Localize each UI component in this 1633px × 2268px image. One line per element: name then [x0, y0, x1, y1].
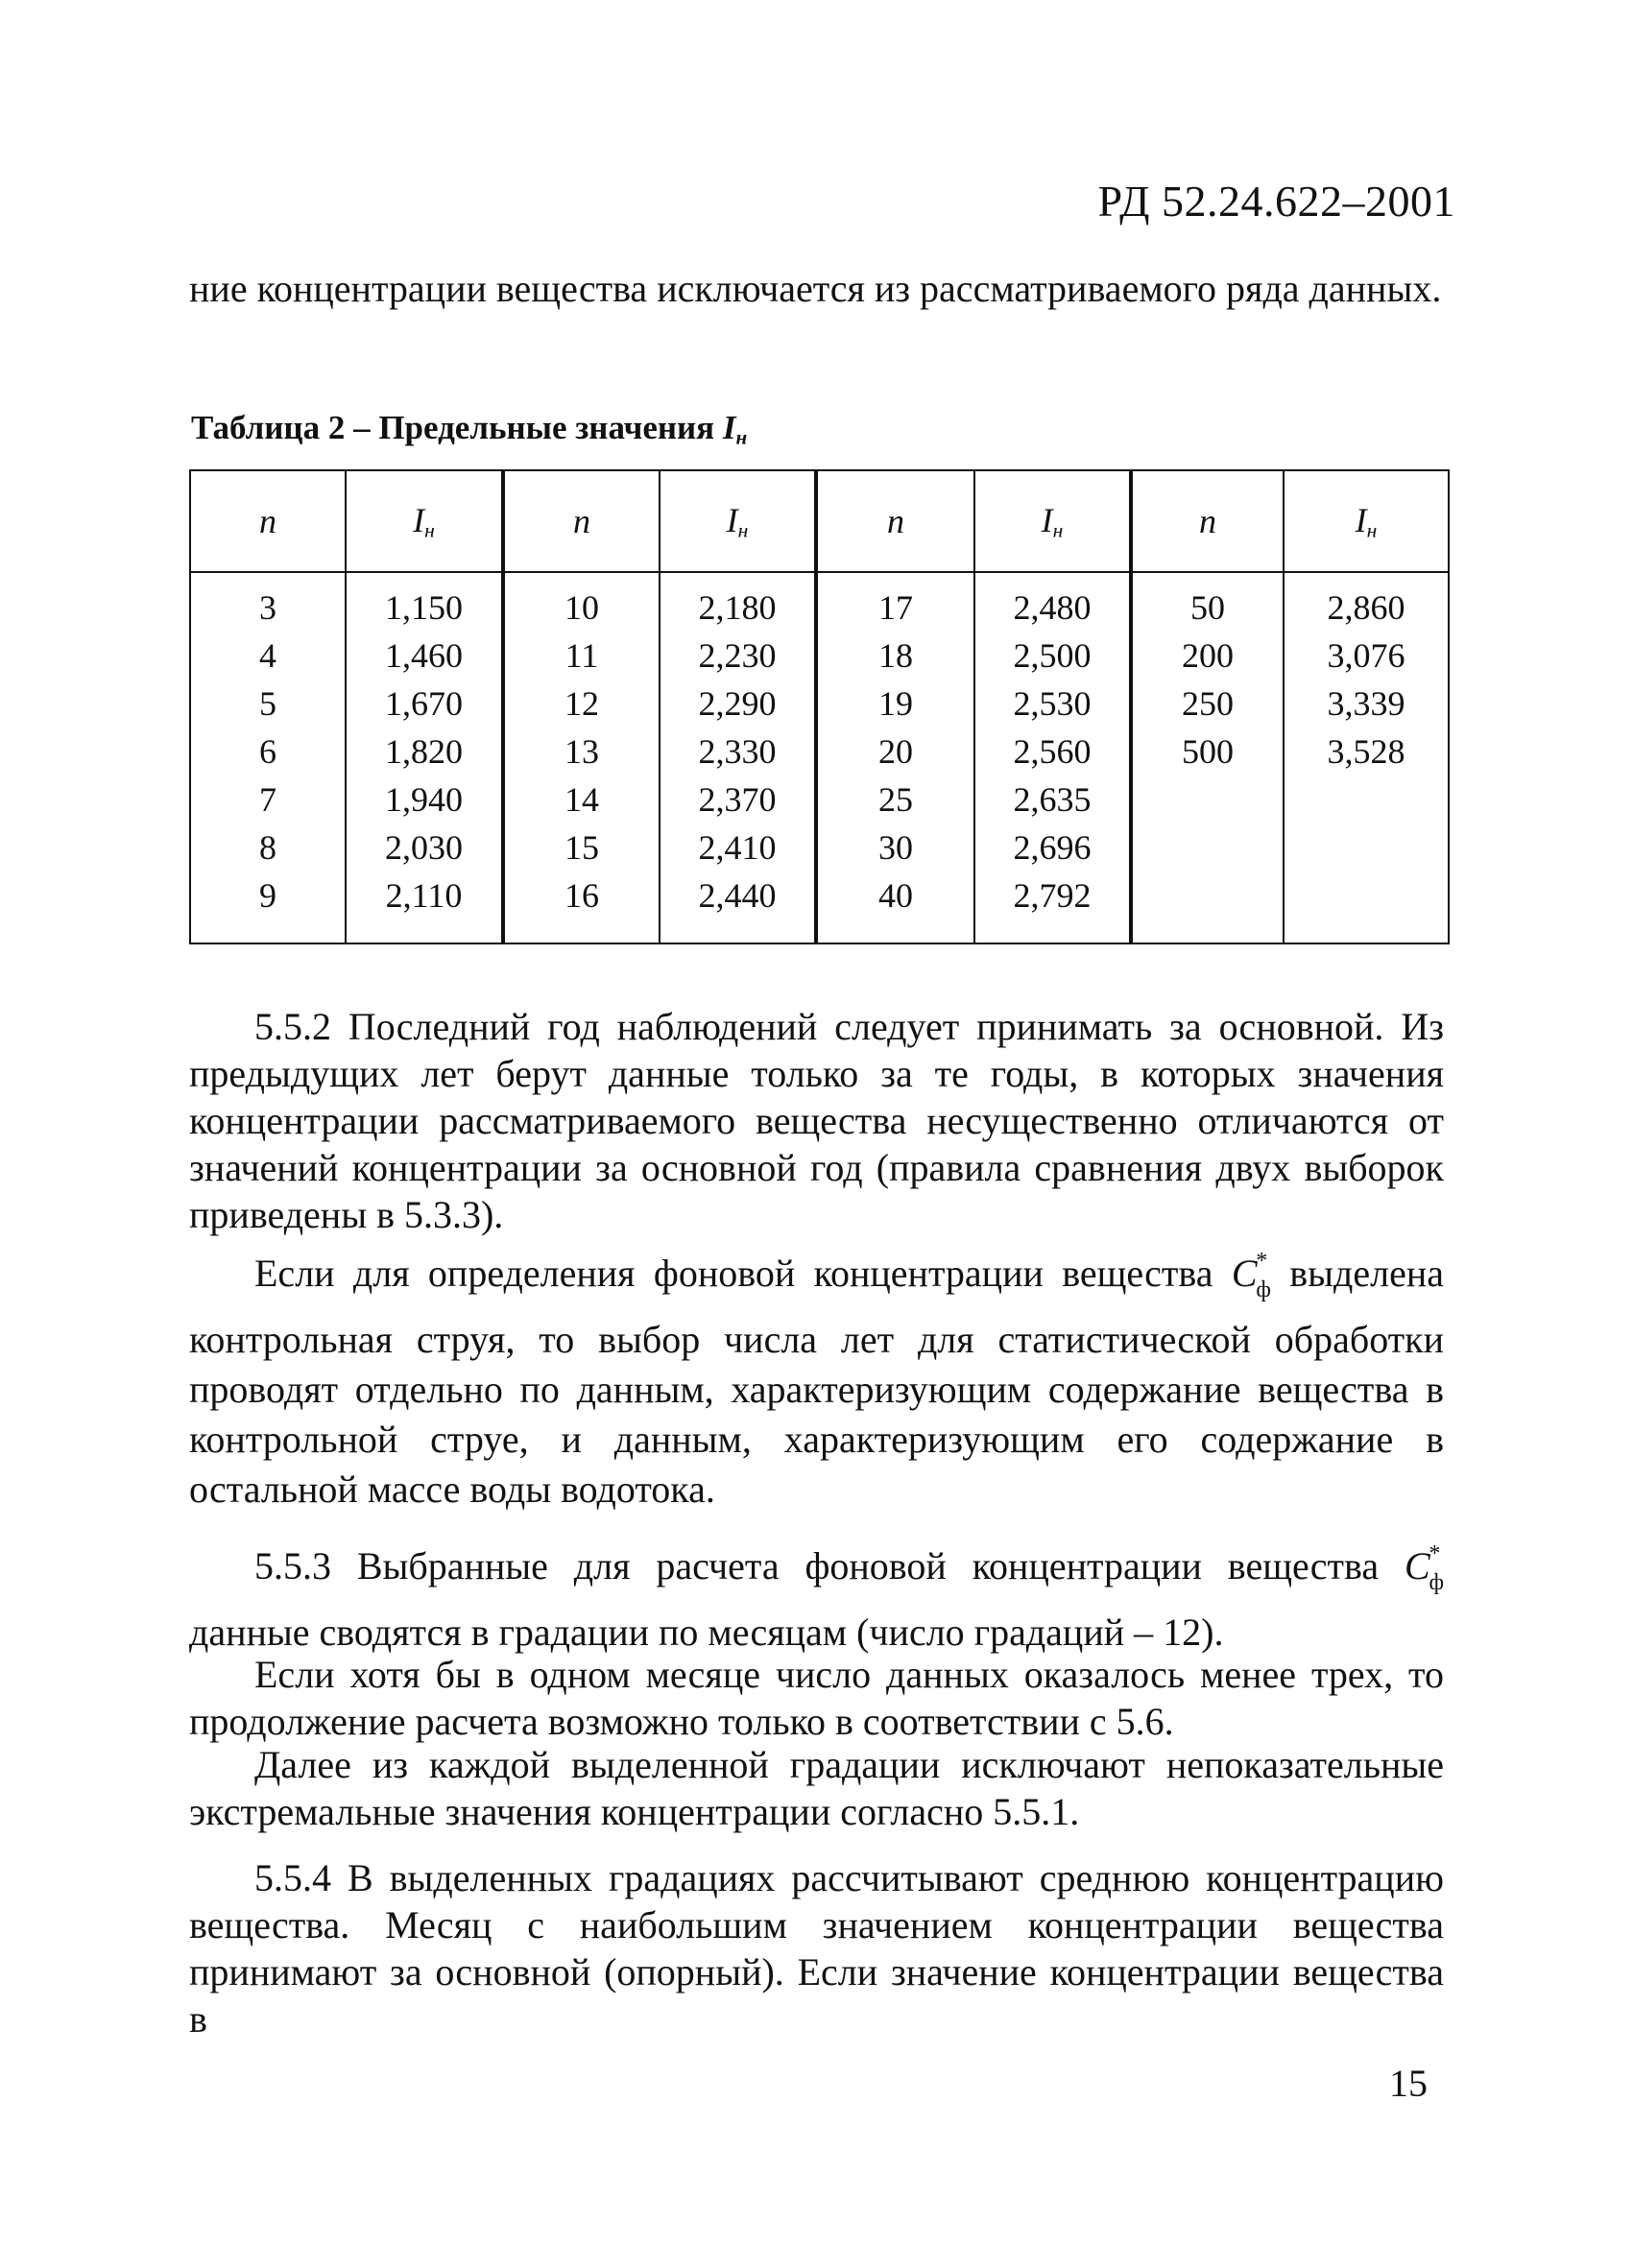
n-cell: 11 [503, 632, 660, 680]
intro-paragraph: ние концентрации вещества исключается из рассматриваемого ряда данных. [189, 267, 1442, 310]
i-cell: 2,110 [346, 871, 503, 943]
i-cell: 1,670 [346, 680, 503, 728]
n-cell: 10 [503, 572, 660, 632]
header-i: $I_н$ [1284, 470, 1449, 572]
paragraph-5-5-3: 5.5.3 Выбранные для расчета фоновой концентрации вещества $C^*_ф$ данные сводятся в градации по месяцам (число градаций – 12). [189, 1541, 1445, 1654]
i-cell: 1,940 [346, 776, 503, 824]
n-cell: 6 [190, 728, 346, 776]
i-cell: 2,330 [660, 728, 816, 776]
n-cell: 17 [816, 572, 974, 632]
n-cell: 14 [503, 776, 660, 824]
symbol-c-background: $C^*_ф$ [1404, 1541, 1445, 1595]
i-cell: 2,410 [660, 824, 816, 871]
i-cell: 2,635 [974, 776, 1131, 824]
header-i: $I_н$ [974, 470, 1131, 572]
n-cell: 8 [190, 824, 346, 871]
i-cell: 2,290 [660, 680, 816, 728]
n-cell: 3 [190, 572, 346, 632]
paragraph-5-5-2: 5.5.2 Последний год наблюдений следует принимать за основной. Из предыдущих лет берут данные только за те годы, в которых значения концентрации рассматриваемого вещества несущественно отличаются от значений концентрации за основной год (правила сравнения двух выборок приведены в 5.3.3). [189, 1005, 1444, 1236]
i-cell: 2,696 [974, 824, 1131, 871]
table-row [190, 776, 1449, 824]
table-header-row [190, 470, 1449, 572]
header-n: n [503, 470, 660, 572]
caption-symbol: $I_н$ [722, 409, 748, 449]
n-cell: 200 [1131, 632, 1284, 680]
symbol-c-background: $C^*_ф$ [1231, 1249, 1271, 1302]
paragraph-month-data: Если хотя бы в одном месяце число данных оказалось менее трех, то продолжение расчета возможно только в соответствии с 5.6. [189, 1653, 1444, 1743]
table-row [190, 871, 1449, 943]
n-cell: 20 [816, 728, 974, 776]
header-n: n [1131, 470, 1284, 572]
i-cell: 2,560 [974, 728, 1131, 776]
n-cell [1131, 871, 1284, 943]
i-cell: 2,860 [1284, 572, 1449, 632]
n-cell: 15 [503, 824, 660, 871]
document-code: РД 52.24.622–2001 [1097, 177, 1455, 226]
i-cell: 3,339 [1284, 680, 1449, 728]
i-cell: 1,460 [346, 632, 503, 680]
n-cell: 16 [503, 871, 660, 943]
n-cell: 4 [190, 632, 346, 680]
n-cell: 50 [1131, 572, 1284, 632]
i-cell: 2,440 [660, 871, 816, 943]
n-cell [1131, 776, 1284, 824]
n-cell: 12 [503, 680, 660, 728]
table-row [190, 680, 1449, 728]
n-cell: 18 [816, 632, 974, 680]
table-row [190, 824, 1449, 871]
n-cell: 19 [816, 680, 974, 728]
i-cell: 2,230 [660, 632, 816, 680]
n-cell: 5 [190, 680, 346, 728]
table-row [190, 632, 1449, 680]
table-caption [191, 409, 747, 449]
i-cell [1284, 871, 1449, 943]
paragraph-5-5-4: 5.5.4 В выделенных градациях рассчитывают среднюю концентрацию вещества. Месяц с наибольшим значением концентрации вещества принимают за основной (опорный). Если значение концентрации вещества в [189, 1856, 1444, 2041]
limit-values-table [189, 469, 1450, 944]
page-number: 15 [1389, 2062, 1428, 2105]
n-cell: 9 [190, 871, 346, 943]
i-cell [1284, 776, 1449, 824]
header-n: n [816, 470, 974, 572]
header-i: $I_н$ [660, 470, 816, 572]
i-cell: 2,370 [660, 776, 816, 824]
n-cell: 7 [190, 776, 346, 824]
paragraph-exclude-extremes: Далее из каждой выделенной градации исключают непоказательные экстремальные значения концентрации согласно 5.5.1. [189, 1743, 1444, 1833]
i-cell: 2,500 [974, 632, 1131, 680]
i-cell: 3,076 [1284, 632, 1449, 680]
n-cell: 500 [1131, 728, 1284, 776]
header-n: n [190, 470, 346, 572]
n-cell: 13 [503, 728, 660, 776]
header-i: $I_н$ [346, 470, 503, 572]
n-cell: 25 [816, 776, 974, 824]
i-cell: 1,820 [346, 728, 503, 776]
n-cell: 250 [1131, 680, 1284, 728]
paragraph-control-stream: Если для определения фоновой концентрации вещества $C^*_ф$ выделена контрольная струя, то выбор числа лет для статистической обработки проводят отдельно по данным, характеризующим содержание вещества в контрольной струе, и данным, характеризующим его содержание в остальной массе воды водотока. [189, 1249, 1444, 1511]
i-cell [1284, 824, 1449, 871]
i-cell: 2,480 [974, 572, 1131, 632]
table-caption-text: Таблица 2 – Предельные значения [191, 409, 715, 446]
table-row [190, 728, 1449, 776]
n-cell: 30 [816, 824, 974, 871]
n-cell [1131, 824, 1284, 871]
i-cell: 2,180 [660, 572, 816, 632]
i-cell: 2,792 [974, 871, 1131, 943]
i-cell: 2,030 [346, 824, 503, 871]
i-cell: 3,528 [1284, 728, 1449, 776]
i-cell: 2,530 [974, 680, 1131, 728]
n-cell: 40 [816, 871, 974, 943]
i-cell: 1,150 [346, 572, 503, 632]
table-row [190, 572, 1449, 632]
